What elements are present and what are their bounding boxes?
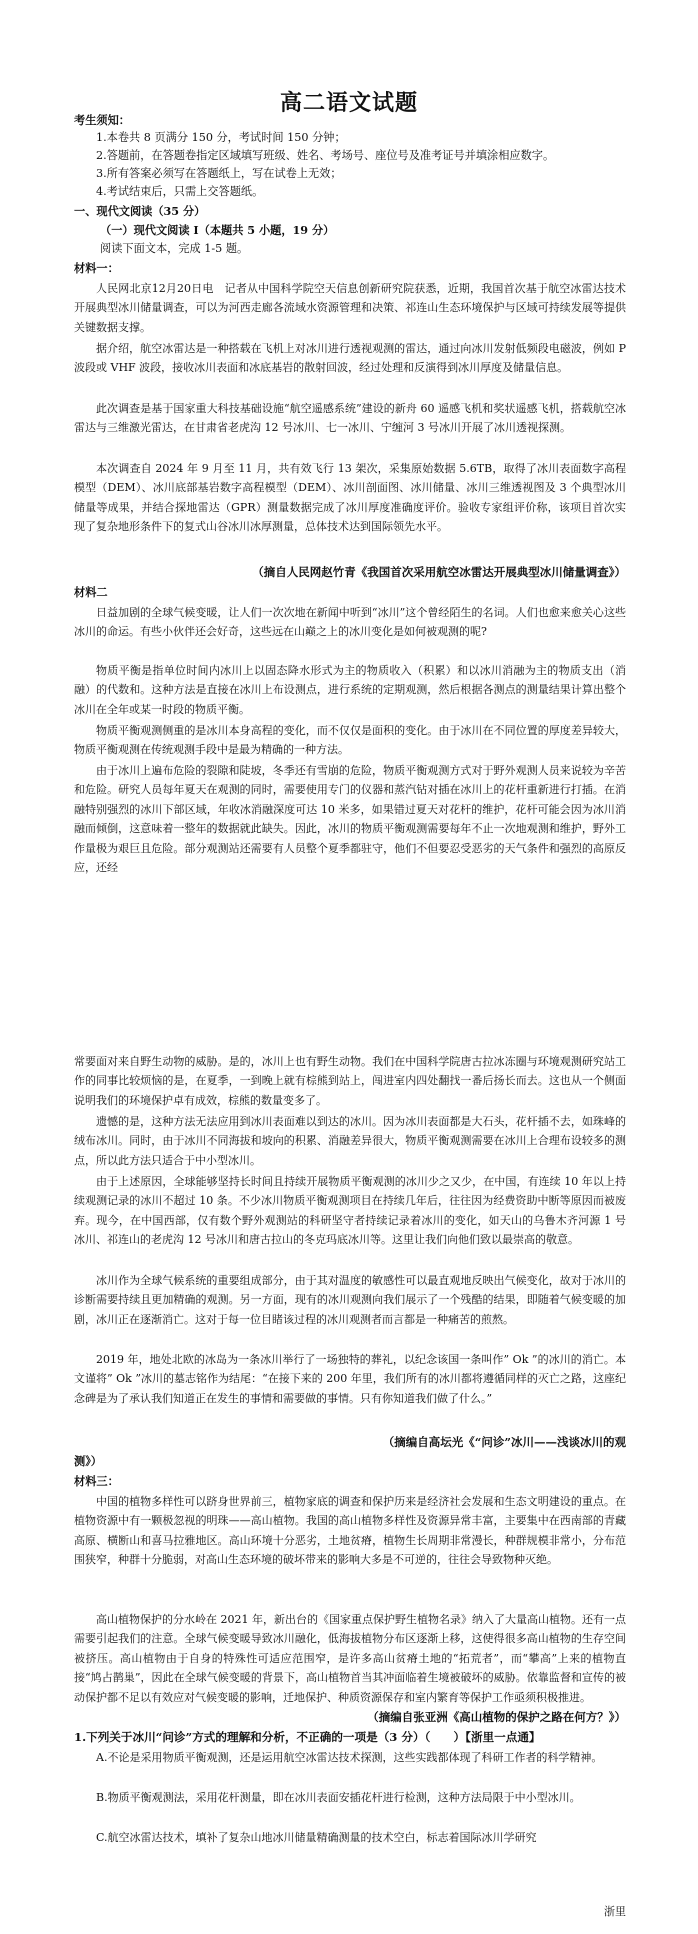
material1-paragraph: 本次调查自 2024 年 9 月至 11 月，共有效飞行 13 架次，采集原始数据 5.6TB，取得了冰川表面数字高程模型（DEM）、冰川底部基岩数字高程模型（DEM）、冰川剖面图、冰川储量、冰川三维透视图及 3 个典型冰川储量等成果，并结合探地雷达（GPR）测量数据完成了冰川厚度准确度评价。验收专家组评价称，该项目首次实现了复杂地形条件下的复式山谷冰川冰厚测量，总体技术达到国际领先水平。 <box>74 462 626 534</box>
question-option: C.航空冰雷达技术，填补了复杂山地冰川储量精确测量的技术空白，标志着国际冰川学研究 <box>96 1831 537 1844</box>
material2-paragraph: 遗憾的是，这种方法无法应用到冰川表面难以到达的冰川。因为冰川表面都是大石头，花杆插不去，如珠峰的绒布冰川。同时，由于冰川不同海拔和坡向的积累、消融差异很大，物质平衡观测需要在冰川上合理布设较多的测点，所以此方法只适合于中小型冰川。 <box>74 1115 626 1167</box>
exam-title: 高二语文试题 <box>279 90 418 116</box>
material-label: 材料二 <box>74 585 108 599</box>
material2-paragraph: 常要面对来自野生动物的威胁。是的，冰川上也有野生动物。我们在中国科学院唐古拉冰冻圈与环境观测研究站工作的同事比较烦恼的是，在夏季，一到晚上就有棕熊到站上，闯进室内四处翻找一番后扬长而去。这也从一个侧面说明我们的环境保护卓有成效，棕熊的数量变多了。 <box>74 1055 626 1107</box>
material3-paragraph: 高山植物保护的分水岭在 2021 年，新出台的《国家重点保护野生植物名录》纳入了大量高山植物。还有一点需要引起我们的注意。全球气候变暖导致冰川融化，低海拔植物分布区逐渐上移，这使得很多高山植物的生存空间被挤压。高山植物由于自身的特殊性可适应范围窄，是许多高山贫瘠土地的“拓荒者”，而“攀高”上来的植物直接“鸠占鹊巢”，因此在全球气候变暖的背景下，高山植物首当其冲面临着生境被破坏的威胁。依靠监督和宣传的被动保护都不足以有效应对气候变暖的影响，迁地保护、种质资源保存和室内繁育等保护工作亟须积极推进。 <box>74 1613 626 1704</box>
material2-paragraph: 冰川作为全球气候系统的重要组成部分，由于其对温度的敏感性可以最直观地反映出气候变化，故对于冰川的诊断需要持续且更加精确的观测。另一方面，现有的冰川观测向我们展示了一个残酷的结果，即随着气候变暖的加剧，冰川正在逐渐消亡。这对于每一位目睹该过程的冰川观测者而言都是一种痛苦的煎熬。 <box>74 1274 626 1326</box>
material2-paragraph: 由于冰川上遍布危险的裂隙和陡坡，冬季还有雪崩的危险，物质平衡观测方式对于野外观测人员来说较为辛苦和危险。研究人员每年夏天在观测的同时，需要使用专门的仪器和蒸汽钻对插在冰川上的花杆重新进行打插。在消融特别强烈的冰川下部区域，年收冰消融深度可达 10 米多，如果错过夏天对花杆的维护，花杆可能会因为冰川消融而倾倒，这意味着一整年的数据就此缺失。因此，冰川的物质平衡观测需要每年不止一次地观测和维护，野外工作量极为艰巨且危险。部分观测站还需要有人员整个夏季都驻守，他们不但要忍受恶劣的天气条件和强烈的高原反应，还经 <box>74 764 626 875</box>
material1-source: （摘自人民网赵竹青《我国首次采用航空冰雷达开展典型冰川储量调查》） <box>252 565 626 579</box>
material2-paragraph: 物质平衡观测侧重的是冰川本身高程的变化，而不仅仅是面积的变化。由于冰川在不同位置的厚度差异较大，物质平衡观测在传统观测手段中是最为精确的一种方法。 <box>74 724 626 757</box>
page-gap <box>0 900 698 1050</box>
material1-paragraph: 人民网北京12月20日电 记者从中国科学院空天信息创新研究院获悉，近期，我国首次基于航空冰雷达技术开展典型冰川储量调查，可以为河西走廊各流域水资源管理和决策、祁连山生态环境保护与区域可持续发展等提供关键数据支撑。 <box>74 282 626 334</box>
notice-item: 2.答题前，在答题卷指定区域填写班级、姓名、考场号、座位号及准考证号并填涂相应数字。 <box>96 149 555 162</box>
notice-item: 4.考试结束后，只需上交答题纸。 <box>96 185 264 198</box>
material2-paragraph: 日益加剧的全球气候变暖，让人们一次次地在新闻中听到“冰川”这个曾经陌生的名词。人们也愈来愈关心这些冰川的命运。有些小伙伴还会好奇，这些远在山巅之上的冰川变化是如何被观测的呢? <box>74 606 626 639</box>
reading-instruction: 阅读下面文本，完成 1-5 题。 <box>100 242 249 255</box>
notice-heading: 考生须知： <box>74 113 130 127</box>
material2-paragraph: 由于上述原因，全球能够坚持长时间且持续开展物质平衡观测的冰川少之又少，在中国，有连续 10 年以上持续观测记录的冰川不超过 10 条。不少冰川物质平衡观测项目在持续几年后，往往因为经费资助中断等原因而被废弃。现今，在中国西部，仅有数个野外观测站的科研坚守者持续记录着冰川的变化，如天山的乌鲁木齐河源 1 号冰川、祁连山的老虎沟 12 号冰川和唐古拉山的冬克玛底冰川等。这里让我们向他们致以最崇高的敬意。 <box>74 1175 626 1247</box>
material2-source-end: 测》） <box>74 1454 102 1468</box>
material2-paragraph: 物质平衡是指单位时间内冰川上以固态降水形式为主的物质收入（积累）和以冰川消融为主的物质支出（消融）的代数和。这种方法是直接在冰川上布设测点，进行系统的定期观测，然后根据各测点的测量结果计算出整个冰川在全年或某一时段的物质平衡。 <box>74 664 626 716</box>
material2-source: （摘编自高坛光《“问诊”冰川——浅谈冰川的观 <box>382 1435 626 1449</box>
material2-paragraph: 2019 年，地处北欧的冰岛为一条冰川举行了一场独特的葬礼，以纪念该国一条叫作” Ok ”的冰川的消亡。本文谨将” Ok ”冰川的墓志铭作为结尾：“在接下来的 200 年里，我们所有的冰川都将遵循同样的灭亡之路，这座纪念碑是为了承认我们知道正在发生的事情和需要做的事情。只有你知道我们做了什么。” <box>74 1353 626 1405</box>
notice-item: 1.本卷共 8 页满分 150 分，考试时间 150 分钟； <box>96 131 346 144</box>
subsection-heading: （一）现代文阅读 I（本题共 5 小题，19 分） <box>100 223 335 237</box>
notice-item: 3.所有答案必须写在答题纸上，写在试卷上无效； <box>96 167 342 180</box>
material3-paragraph: 中国的植物多样性可以跻身世界前三，植物家底的调查和保护历来是经济社会发展和生态文明建设的重点。在植物资源中有一颗极忽视的明珠——高山植物。我国的高山植物多样性及资源异常丰富，主要集中在西南部的青藏高原、横断山和喜马拉雅地区。高山环境十分恶劣，土地贫瘠，植物生长周期非常漫长，种群规模非常小，分布范围狭窄，种群十分脆弱，对高山生态环境的破坏带来的影响大多是不可逆的，往往会导致物种灭绝。 <box>74 1495 626 1567</box>
material1-paragraph: 此次调查是基于国家重大科技基础设施“航空遥感系统”建设的新舟 60 遥感飞机和奖状遥感飞机，搭载航空冰雷达与三维激光雷达，在甘肃省老虎沟 12 号冰川、七一冰川、宁缠河 3 号冰川开展了冰川透视探测。 <box>74 402 626 435</box>
section-heading: 一、现代文阅读（35 分） <box>74 204 206 218</box>
material1-paragraph: 据介绍，航空冰雷达是一种搭载在飞机上对冰川进行透视观测的雷达，通过向冰川发射低频段电磁波，例如 P 波段或 VHF 波段，接收冰川表面和冰底基岩的散射回波，经过处理和反演得到冰川厚度及储量信息。 <box>74 342 626 375</box>
question-option: A.不论是采用物质平衡观测，还是运用航空冰雷达技术探测，这些实践都体现了科研工作者的科学精神。 <box>96 1751 603 1764</box>
material3-source: （摘编自张亚洲《高山植物的保护之路在何方？》） <box>367 1710 626 1724</box>
question-option: B.物质平衡观测法，采用花杆测量，即在冰川表面安插花杆进行检测，这种方法局限于中小型冰川。 <box>96 1791 581 1804</box>
page-footer: 浙里 <box>604 1905 626 1918</box>
material-label: 材料一： <box>74 261 119 275</box>
question-stem: 1.下列关于冰川“问诊”方式的理解和分析，不正确的一项是（3 分）（ ）【浙里一点通】 <box>74 1730 541 1744</box>
material-label: 材料三： <box>74 1474 119 1488</box>
